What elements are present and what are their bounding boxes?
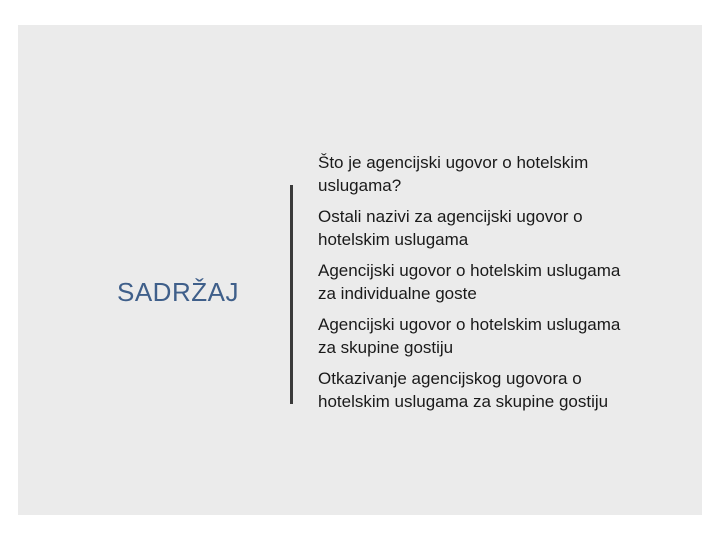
- contents-item-1: Što je agencijski ugovor o hotelskim uslugama?: [318, 153, 589, 195]
- contents-item-4: Agencijski ugovor o hotelskim uslugama za skupine gostiju: [318, 315, 621, 357]
- slide-title: SADRŽAJ: [117, 277, 239, 307]
- contents-item-5: Otkazivanje agencijskog ugovora o hotelskim uslugama za skupine gostiju: [318, 369, 609, 411]
- contents-item-2: Ostali nazivi za agencijski ugovor o hotelskim uslugama: [318, 207, 583, 249]
- slide: [18, 25, 702, 515]
- contents-item-3: Agencijski ugovor o hotelskim uslugama za individualne goste: [318, 261, 621, 303]
- vertical-divider: [290, 185, 293, 404]
- contents-list: [318, 151, 708, 421]
